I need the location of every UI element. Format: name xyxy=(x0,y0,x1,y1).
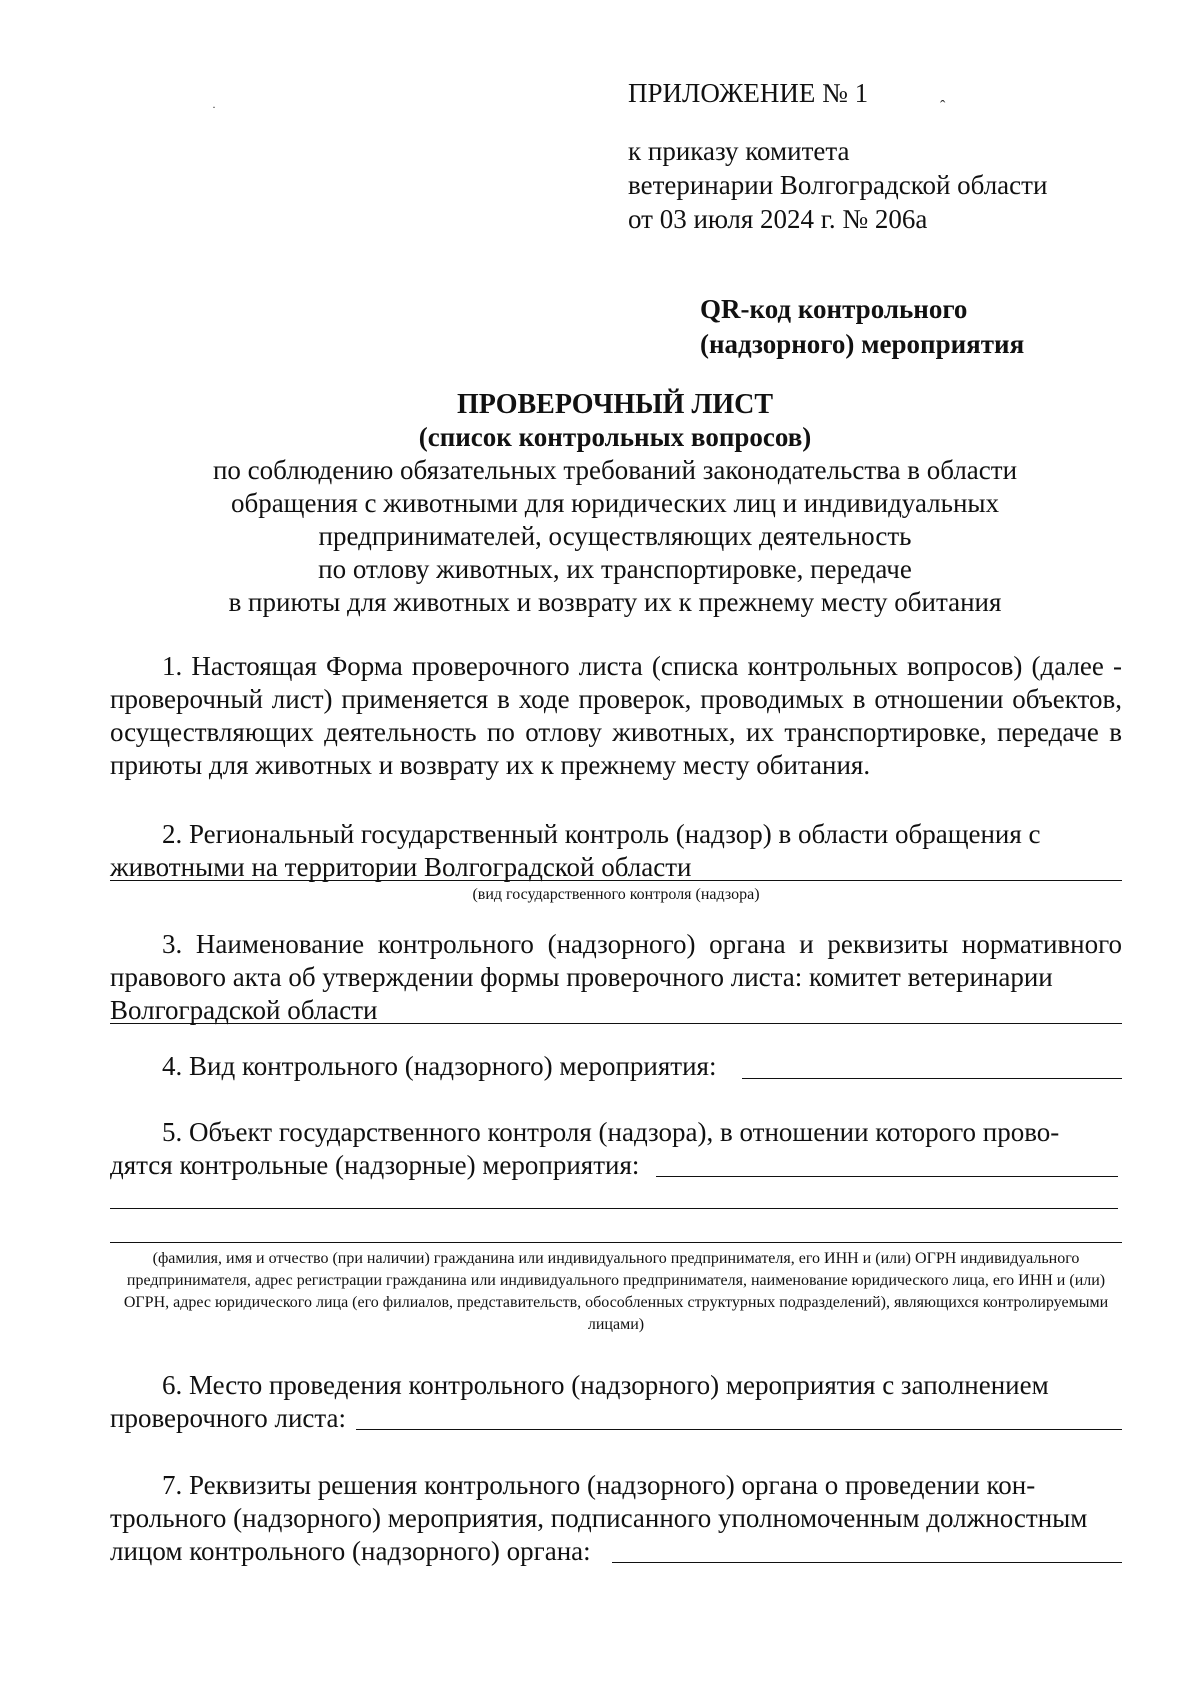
scan-dot: ˆ xyxy=(940,98,946,115)
item-6-line2 xyxy=(110,1402,1122,1435)
item-6-text: проверочного листа: xyxy=(110,1403,347,1433)
qr-code-label xyxy=(700,292,1100,362)
qr-label-line: (надзорного) мероприятия xyxy=(700,329,1025,359)
item-3-line3: Волгоградской области xyxy=(110,995,378,1025)
title-sub: (список контрольных вопросов) xyxy=(418,422,812,452)
item-3-text: 3. Наименование контрольного (надзорного) органа и реквизиты нормативного правового акта об утверждении формы проверочного листа: xyxy=(110,929,1122,992)
item-7-line3 xyxy=(110,1535,1122,1568)
order-line: к приказу комитета xyxy=(628,136,850,166)
item-2-underline xyxy=(110,880,1122,881)
item-5-blank[interactable] xyxy=(656,1176,1118,1177)
appendix-header xyxy=(628,76,1108,236)
item-7-line1: 7. Реквизиты решения контрольного (надзорного) органа о проведении кон- xyxy=(162,1470,1036,1500)
item-6-blank[interactable] xyxy=(356,1429,1122,1430)
item-4-text: 4. Вид контрольного (надзорного) мероприятия: xyxy=(162,1051,717,1081)
item-4-blank[interactable] xyxy=(742,1078,1122,1079)
appendix-title: ПРИЛОЖЕНИЕ № 1 xyxy=(628,78,869,108)
item-7-text: лицом контрольного (надзорного) органа: xyxy=(110,1536,591,1566)
item-2-line1: 2. Региональный государственный контроль (надзор) в области обращения с xyxy=(162,819,1041,849)
item-7-line2: трольного (надзорного) мероприятия, подписанного уполномоченным должностным xyxy=(110,1503,1088,1533)
item-6-line1: 6. Место проведения контрольного (надзорного) мероприятия с заполнением xyxy=(162,1370,1049,1400)
item-2-line2: животными на территории Волгоградской области xyxy=(110,852,692,882)
item-5-blank[interactable] xyxy=(110,1242,1122,1243)
item-3-value: комитет ветеринарии xyxy=(809,962,1053,992)
item-7-blank[interactable] xyxy=(612,1562,1122,1563)
title-desc: по соблюдению обязательных требований законодательства в области xyxy=(212,455,1018,485)
title-main: ПРОВЕРОЧНЫЙ ЛИСТ xyxy=(456,389,773,420)
item-5-line2 xyxy=(110,1149,1122,1182)
title-desc: предпринимателей, осуществляющих деятельность xyxy=(318,521,912,551)
item-1-text: 1. Настоящая Форма проверочного листа (списка контрольных вопросов) (далее - проверочный лист) применяется в ходе проверок, проводимых в отношении объектов, осуществляющих деятельность по отлову животных, их транспортировке, передаче в приюты для животных и возврату их к прежнему месту обитания. xyxy=(110,651,1122,780)
scan-dot: · xyxy=(212,100,216,114)
item-5-blank[interactable] xyxy=(110,1208,1118,1209)
qr-label-line: QR-код контрольного xyxy=(700,294,968,324)
title-desc: обращения с животными для юридических лиц и индивидуальных xyxy=(230,488,1000,518)
title-desc: в приюты для животных и возврату их к прежнему месту обитания xyxy=(228,587,1002,617)
item-2-caption: (вид государственного контроля (надзора) xyxy=(472,886,760,903)
order-line: ветеринарии Волгоградской области xyxy=(628,170,1048,200)
item-5-line1: 5. Объект государственного контроля (надзора), в отношении которого прово- xyxy=(162,1117,1060,1147)
item-3-line1 xyxy=(110,928,1122,994)
order-line: от 03 июля 2024 г. № 206а xyxy=(628,204,928,234)
title-desc: по отлову животных, их транспортировке, передаче xyxy=(318,554,912,584)
item-5-caption: (фамилия, имя и отчество (при наличии) гражданина или индивидуального предпринимателя, его ИНН и (или) ОГРН индивидуального предпринимателя, адрес регистрации гражданина или индивидуального предпринимателя, наименование юридического лица, его ИНН и (или) ОГРН, адрес юридического лица (его филиалов, представительств, обособленных структурных подразделений), являющихся контролируемыми лицами) xyxy=(123,1250,1109,1333)
document-title xyxy=(110,388,1120,619)
item-5-text: дятся контрольные (надзорные) мероприятия: xyxy=(110,1150,640,1180)
item-3-underline xyxy=(110,1023,1122,1024)
